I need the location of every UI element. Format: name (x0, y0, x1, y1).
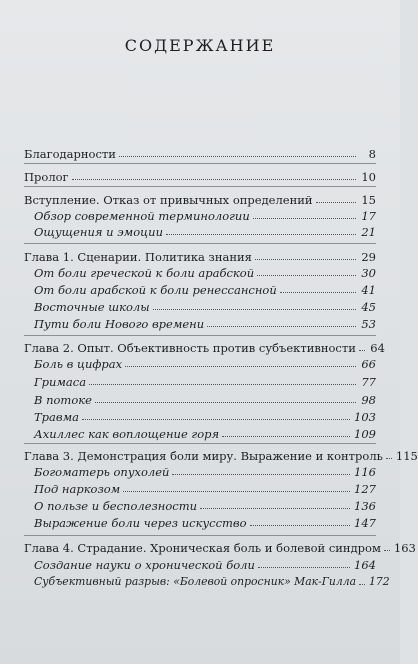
section-divider (24, 243, 376, 244)
toc-entry-label: В потоке (34, 393, 92, 407)
dot-leader (123, 491, 350, 492)
toc-subentry (34, 554, 376, 572)
toc-entry-page: 109 (354, 427, 376, 441)
toc-subentry (34, 262, 376, 280)
toc-entry-label: Пролог (24, 170, 69, 184)
dot-leader (172, 474, 350, 475)
toc-subentry (34, 279, 376, 297)
dot-leader (200, 508, 350, 509)
toc-entry-label: Выражение боли через искусство (34, 516, 247, 530)
toc-entry-page: 164 (354, 558, 376, 572)
toc-entry-prologue (24, 166, 376, 184)
toc-subentry (34, 512, 376, 530)
toc-entry-label: Пути боли Нового времени (34, 317, 205, 331)
page-title: СОДЕРЖАНИЕ (124, 36, 276, 55)
toc-entry-page: 136 (354, 499, 376, 513)
toc-entry-page: 66 (361, 357, 376, 371)
toc-entry-label: Вступление. Отказ от привычных определений (24, 193, 313, 207)
dot-leader (257, 275, 356, 276)
toc-entry-label: Богоматерь опухолей (34, 465, 170, 479)
toc-entry-chapter-4 (24, 537, 416, 555)
toc-entry-page: 103 (354, 410, 376, 424)
toc-entry-label: Глава 3. Демонстрация боли миру. Выражение и контроль (24, 449, 383, 463)
dot-leader (253, 218, 356, 219)
toc-entry-page: 115 (395, 449, 418, 463)
toc-entry-label: Под наркозом (34, 482, 121, 496)
dot-leader (89, 384, 356, 385)
toc-entry-label: Благодарности (24, 147, 116, 161)
toc-entry-label: Обзор современной терминологии (34, 209, 250, 223)
toc-entry-page: 98 (361, 393, 376, 407)
toc-entry-page: 30 (361, 266, 376, 280)
dot-leader (153, 309, 356, 310)
toc-entry-label: Глава 2. Опыт. Объективность против субъективности (24, 341, 356, 355)
toc-entry-page: 17 (361, 209, 376, 223)
toc-subentry (34, 371, 376, 389)
dot-leader (222, 436, 350, 437)
toc-subentry (34, 495, 376, 513)
toc-entry-label: Восточные школы (34, 300, 150, 314)
toc-entry-label: Гримаса (34, 375, 87, 389)
toc-entry-page: 163 (393, 541, 416, 555)
dot-leader (250, 525, 351, 526)
toc-entry-label: О пользе и бесполезности (34, 499, 198, 513)
toc-subentry (34, 461, 376, 479)
toc-entry-page: 127 (354, 482, 376, 496)
toc-subentry (34, 313, 376, 331)
toc-subentry (34, 389, 376, 407)
section-divider (24, 335, 376, 336)
toc-entry-page: 29 (361, 250, 376, 264)
toc-entry-label: Ахиллес как воплощение горя (34, 427, 220, 441)
dot-leader (280, 292, 356, 293)
section-divider (24, 443, 376, 444)
toc-entry-label: От боли греческой к боли арабской (34, 266, 255, 280)
toc-entry-label: Глава 4. Страдание. Хроническая боль и болевой синдром (24, 541, 381, 555)
toc-entry-page: 147 (354, 516, 376, 530)
toc-entry-page: 10 (361, 170, 376, 184)
dot-leader (119, 156, 356, 157)
toc-entry-label: Глава 1. Сценарии. Политика знания (24, 250, 252, 264)
toc-subentry (34, 478, 376, 496)
toc-entry-page: 172 (369, 575, 390, 588)
dot-leader (125, 366, 356, 367)
toc-entry-page: 77 (361, 375, 376, 389)
toc-entry-acknowledgements (24, 143, 376, 161)
dot-leader (95, 402, 356, 403)
toc-entry-page: 8 (368, 147, 376, 161)
toc-entry-label: Ощущения и эмоции (34, 225, 163, 239)
toc-entry-page: 64 (370, 341, 385, 355)
toc-entry-page: 116 (354, 465, 376, 479)
dot-leader (207, 326, 356, 327)
dot-leader (82, 419, 350, 420)
toc-subentry (34, 353, 376, 371)
dot-leader (72, 179, 356, 180)
toc-entry-label: От боли арабской к боли ренессансной (34, 283, 277, 297)
section-divider (24, 535, 376, 536)
toc-entry-label: Боль в цифрах (34, 357, 123, 371)
dot-leader (258, 567, 350, 568)
toc-entry-page: 15 (361, 193, 376, 207)
toc-subentry (34, 406, 376, 424)
toc-entry-page: 53 (361, 317, 376, 331)
toc-entry-page: 41 (361, 283, 376, 297)
section-divider (24, 186, 376, 187)
toc-entry-label: Травма (34, 410, 79, 424)
toc-subentry (34, 571, 390, 589)
toc-subentry (34, 296, 376, 314)
section-divider (24, 163, 376, 164)
dot-leader (255, 259, 356, 260)
toc-entry-page: 21 (361, 225, 376, 239)
toc-subentry (34, 423, 376, 441)
toc-entry-label: Субъективный разрыв: «Болевой опросник» Мак-Гилла (34, 575, 357, 588)
dot-leader (316, 202, 356, 203)
dot-leader (166, 234, 356, 235)
toc-entry-page: 45 (361, 300, 376, 314)
toc-subentry (34, 221, 376, 239)
toc-entry-label: Создание науки о хронической боли (34, 558, 255, 572)
